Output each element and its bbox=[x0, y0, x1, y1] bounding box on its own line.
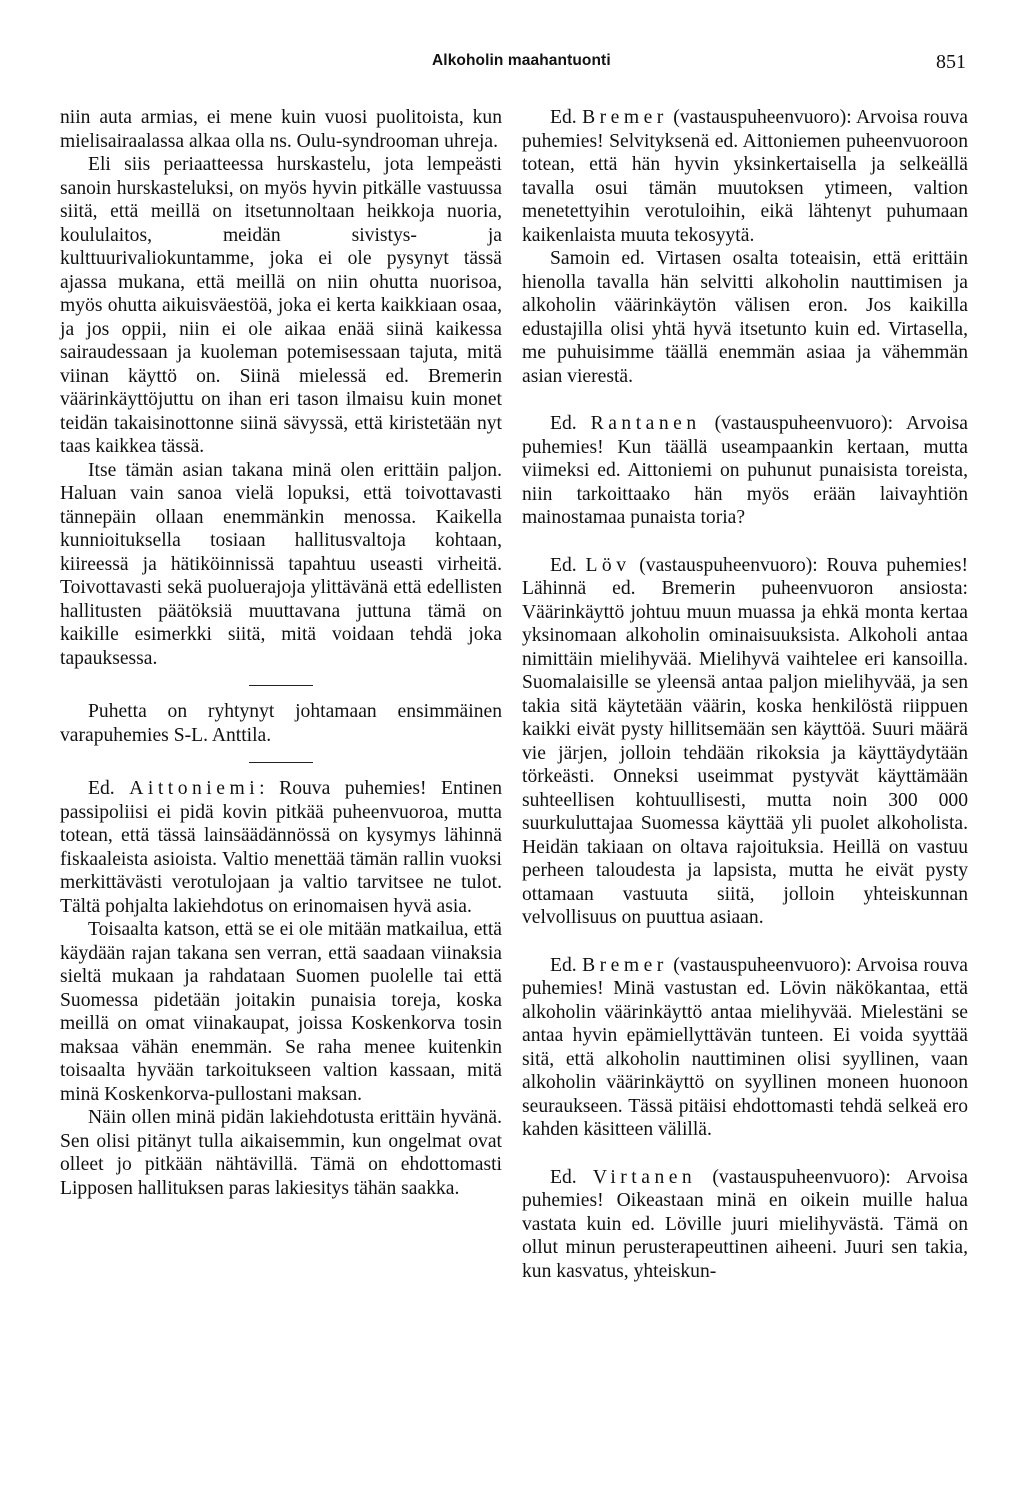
page-number: 851 bbox=[936, 51, 966, 73]
speech-lov bbox=[522, 554, 968, 930]
speaker-prefix: Ed. bbox=[550, 1166, 577, 1188]
right-column bbox=[522, 106, 968, 1283]
section-divider bbox=[249, 685, 313, 686]
speech-text: (vastauspuheenvuoro): Arvoisa puhemies! Kun täällä useampaankin kertaan, mutta viimeksi ed. Aittoniemi on puhunut punaisista toreista, niin tarkoittaako hän myös erään laivayhtiön mainostamaa punaista toria? bbox=[522, 413, 968, 528]
speaker-name: Bremer bbox=[582, 954, 668, 976]
left-column bbox=[60, 106, 502, 1200]
speaker-name: Bremer bbox=[582, 107, 668, 128]
spacer bbox=[522, 930, 968, 954]
paragraph: Toisaalta katson, että se ei ole mitään matkailua, että käydään rajan takana sen verran, että saadaan viinaksia sieltä mukaan ja rahdataan Suomen puolelle tai että Suomessa pidetään joitakin punaisia toreja, koska meillä on omat viinakaupat, joissa Koskenkorva tosin maksaa vähän enemmän. Se raha menee kuitenkin toisaalta hyvään tarkoitukseen valtion kassaan, mitä minä Koskenkorva-pullostani maksan. bbox=[60, 919, 502, 1105]
section-divider bbox=[249, 762, 313, 763]
speaker-prefix: Ed. bbox=[550, 554, 577, 576]
speech-rantanen bbox=[522, 412, 968, 530]
speech-text: (vastauspuheenvuoro): Arvoisa rouva puhemies! Minä vastustan ed. Lövin näkökantaa, että alkoholin väärinkäyttö antaa mielihyvää. Mielestäni se antaa hyvin epämiellyttävän tunteen. Ei voida syyttää sitä, että alkoholin nauttiminen olisi syyllinen, vaan alkoholin väärinkäyttö on syyllinen moneen huonoon seuraukseen. Tässä pitäisi ehdottomasti tehdä selkeä ero kahden käsitteen välillä. bbox=[522, 954, 968, 1140]
speaker-prefix: Ed. bbox=[550, 954, 577, 976]
chair-note: Puhetta on ryhtynyt johtamaan ensimmäinen varapuhemies S-L. Anttila. bbox=[60, 701, 502, 746]
speaker-name: Rantanen bbox=[590, 413, 701, 434]
speaker-prefix: Ed. bbox=[550, 413, 577, 434]
speaker-prefix: Ed. bbox=[88, 778, 115, 799]
spacer bbox=[522, 530, 968, 554]
paragraph: Eli siis periaatteessa hurskastelu, jota lempeästi sanoin hurskasteluksi, on myös hyvin pitkälle vastuussa siitä, että meillä on itsetunnoltaan heikkoja nuoria, koululaitos, meidän sivistys- ja kulttuurivaliokuntamme, joka ei ole pysynyt tässä ajassa mukana, että meillä on niin ohutta nuorisoa, myös ohutta aikuisväestöä, joka ei kerta kaikkiaan osaa, ja jos oppii, niin ei ole aikaa enää siinä kaikessa sairaudessaan ja kuoleman potemisessaan tajuta, mitä viinan käyttö on. Siinä mielessä ed. Bremerin väärinkäyttöjuttu on ihan eri tason ilmaisu kuin monet teidän takaisinottonne siinä sävyssä, että kiristetään nyt taas kaikkea tässä. bbox=[60, 154, 502, 457]
paragraph: Samoin ed. Virtasen osalta toteaisin, että erittäin hienolla tavalla hän selvitti alkoholin nauttimisen ja alkoholin väärinkäytön välisen eron. Jos kaikilla edustajilla olisi yhtä hyvä itsetunto kuin ed. Virtasella, me puhuisimme täällä enemmän asiaa ja vähemmän asian vierestä. bbox=[522, 248, 968, 387]
speech-text: (vastauspuheenvuoro): Arvoisa puhemies! Oikeastaan minä en oikein muille halua vastata kuin ed. Löville juuri mielihyvästä. Tämä on ollut minun perusterapeuttinen aiheeni. Juuri sen takia, kun kasvatus, yhteiskun- bbox=[522, 1166, 969, 1282]
paragraph: Itse tämän asian takana minä olen erittäin paljon. Haluan vain sanoa vielä lopuksi, että toivottavasti tännepäin ollaan enemmänkin menossa. Kaikella kunnioituksella tosiaan hallitusvaltoja kohtaan, kiireessä ja hätiköinnissä tapahtuu useasti virheitä. Toivottavasti sekä puoluerajoja ylittävänä että edellisten hallitusten päätöksiä muuttavana juttuna tämä on kaikille esimerkki siitä, mitä voidaan tehdä joka tapauksessa. bbox=[60, 459, 502, 669]
speaker-name: Aittoniemi bbox=[129, 778, 260, 799]
speaker-name: Virtanen bbox=[592, 1166, 697, 1188]
speech-text: : Rouva puhemies! Entinen passipoliisi ei pidä kovin pitkää puheenvuoroa, mutta totean, että tässä lainsäädännössä on kysymys lähinnä fiskaaleista asioista. Valtio menettää tämän rallin vuoksi merkittävästi verotulojaan ja valtio tarvitsee ne tulot. Tältä pohjalta lakiehdotus on erinomaisen hyvä asia. bbox=[60, 778, 502, 917]
speech-bremer-2 bbox=[522, 954, 968, 1142]
speaker-name: Löv bbox=[585, 554, 631, 576]
speech-text: (vastauspuheenvuoro): Arvoisa rouva puhemies! Selvityksenä ed. Aittoniemen puheenvuoroon totean, että hän hyvin yksinkertaisella ja selkeällä tavalla osui tämän muutoksen ytimeen, valtion menetettyihin verotuloihin, eikä lähtenyt puhumaan kaikenlaista muuta tekosyytä. bbox=[522, 107, 968, 246]
page-header bbox=[0, 52, 1024, 78]
speaker-prefix: Ed. bbox=[550, 107, 577, 128]
speech-aittoniemi bbox=[60, 777, 502, 918]
spacer bbox=[522, 1142, 968, 1166]
spacer bbox=[522, 388, 968, 412]
paragraph: Näin ollen minä pidän lakiehdotusta erittäin hyvänä. Sen olisi pitänyt tulla aikaisemmin, kun ongelmat ovat olleet jo pitkään nähtävillä. Tämä on ehdottomasti Lipposen hallituksen paras lakiesitys tähän saakka. bbox=[60, 1107, 502, 1199]
speech-text: (vastauspuheenvuoro): Rouva puhemies! Lähinnä ed. Bremerin puheenvuoron ansiosta: Väärinkäyttö johtuu muun muassa ja ehkä monta kertaa yksinomaan alkoholin ominaisuuksista. Alkoholi antaa nimittäin mielihyvää. Mielihyvä vaihtelee eri kansoilla. Suomalaisille se yleensä antaa paljon mielihyvää, ja sen takia sitä käytetään väärin, koska henkilöstä riippuen kaikki eivät pysty hillitsemään sen käyttöä. Suuri määrä vie järjen, jolloin tehdään rikoksia ja käyttäydytään törkeästi. Onneksi useimmat pystyvät käyttämään suhteellisen kohtuullisesti, mutta noin 300 000 suurkuluttajaa Suomessa käyttää yli puolet alkoholista. Heidän takiaan on oltava rajoituksia. Heillä on vastuu perheen taloudesta ja lapsista, mutta he eivät pysty ottamaan vastuuta siitä, jolloin yhteiskunnan velvollisuus on puuttua asiaan. bbox=[522, 554, 969, 928]
speech-virtanen bbox=[522, 1166, 968, 1284]
running-title: Alkoholin maahantuonti bbox=[432, 52, 611, 69]
speech-bremer bbox=[522, 106, 968, 247]
paragraph: niin auta armias, ei mene kuin vuosi puolitoista, kun mielisairaalassa alkaa olla ns. Oulu-syndrooman uhreja. bbox=[60, 107, 502, 152]
